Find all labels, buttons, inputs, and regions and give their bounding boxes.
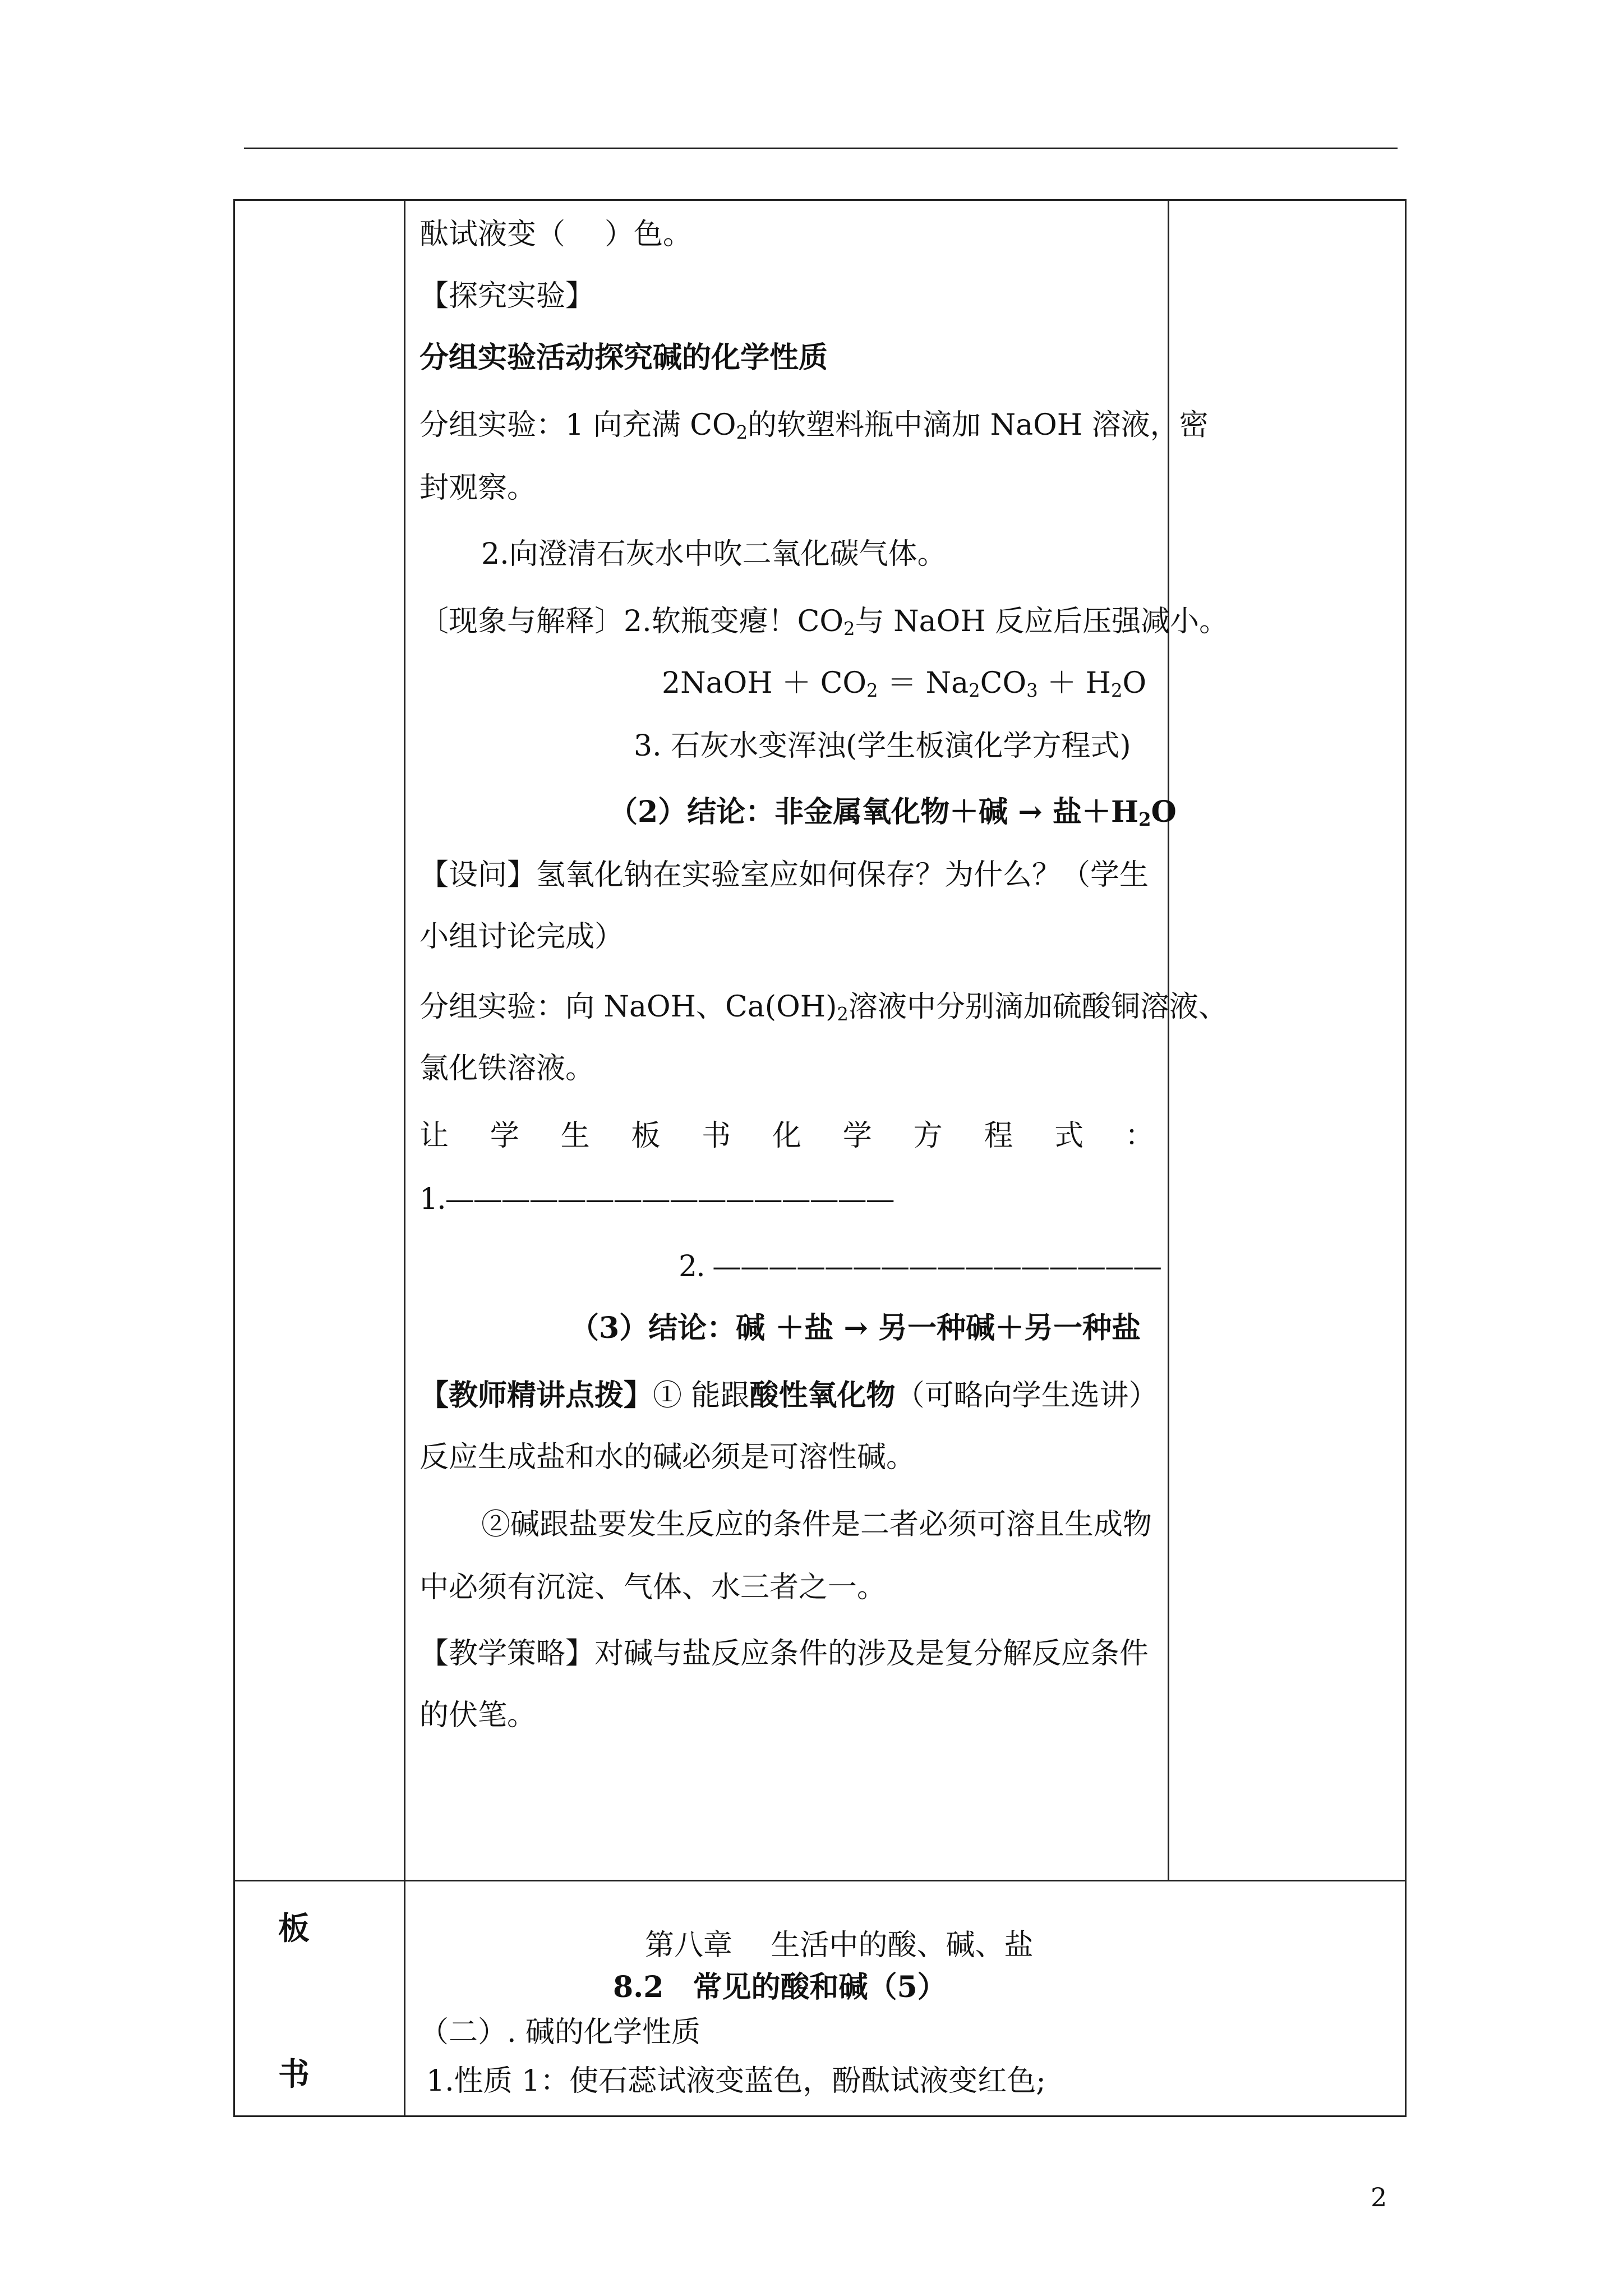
board-label-top: 板 — [278, 1910, 310, 1947]
limewater-observation: 3. 石灰水变浑浊(学生板演化学方程式) — [634, 729, 1131, 763]
board-equation-prompt: 让 学 生 板 书 化 学 方 程 式 ： — [419, 1119, 1154, 1153]
blank-equation-2: 2. ———————————————— — [679, 1250, 1161, 1283]
header-rule — [244, 148, 1398, 149]
teaching-strategy-2: 的伏笔。 — [419, 1699, 537, 1732]
teacher-tip-continued: 反应生成盐和水的碱必须是可溶性碱。 — [419, 1441, 916, 1474]
teaching-strategy-1: 【教学策略】对碱与盐反应条件的涉及是复分解反应条件 — [419, 1637, 1149, 1671]
question-line-1: 【设问】氢氧化钠在实验室应如何保存？为什么？（学生 — [419, 858, 1149, 892]
column-divider-left — [404, 201, 405, 2115]
lesson-table — [233, 199, 1407, 2117]
phenomenon-explanation: 〔现象与解释〕2.软瓶变瘪！$CO_2$与 NaOH 反应后压强减小。 — [419, 605, 1229, 640]
board-label-bottom: 书 — [278, 2056, 310, 2093]
reaction-condition-1: ②碱跟盐要发生反应的条件是二者必须可溶且生成物 — [481, 1508, 1152, 1542]
property-1: 1.性质 1：使石蕊试液变蓝色，酚酞试液变红色; — [426, 2064, 1046, 2098]
reaction-condition-2: 中必须有沉淀、气体、水三者之一。 — [419, 1571, 887, 1604]
explore-heading: 【探究实验】 — [419, 279, 595, 313]
experiment-1-continued: 封观察。 — [419, 471, 537, 505]
chemical-equation: 2NaOH ＋ $CO_2 = Na_2CO_3 + H_2O$ — [662, 666, 1147, 702]
experiment-1: 分组实验：1 向充满 $CO_2$的软塑料瓶中滴加 NaOH 溶液，密 — [419, 408, 1209, 444]
subsection-title: （二）. 碱的化学性质 — [419, 2016, 701, 2049]
page-number: 2 — [1371, 2182, 1387, 2212]
blank-equation-1: 1.———————————————— — [419, 1182, 894, 1216]
teacher-tip: 【教师精讲点拨】① 能跟酸性氧化物（可略向学生选讲） — [419, 1378, 1158, 1412]
group-experiment-title: 分组实验活动探究碱的化学性质 — [419, 341, 828, 375]
chapter-title: 第八章 生活中的酸、碱、盐 — [645, 1929, 1034, 1962]
conclusion-3: （3）结论：碱 ＋盐 → 另一种碱＋另一种盐 — [570, 1311, 1141, 1345]
section-title: 8.2 常见的酸和碱（5） — [613, 1970, 947, 2004]
question-line-2: 小组讨论完成） — [419, 920, 624, 954]
column-divider-right — [1168, 201, 1169, 1880]
experiment-3-continued: 氯化铁溶液。 — [419, 1052, 595, 1085]
experiment-2: 2.向澄清石灰水中吹二氧化碳气体。 — [481, 537, 947, 571]
row-divider — [235, 1880, 1405, 1881]
experiment-3: 分组实验：向 NaOH、$Ca(OH)_2$溶液中分别滴加硫酸铜溶液、 — [419, 990, 1228, 1025]
line-phenolphthalein: 酞试液变（ ）色。 — [419, 218, 693, 251]
conclusion-2: （2）结论：非金属氧化物＋碱 → 盐$+H_2O$ — [608, 795, 1177, 831]
